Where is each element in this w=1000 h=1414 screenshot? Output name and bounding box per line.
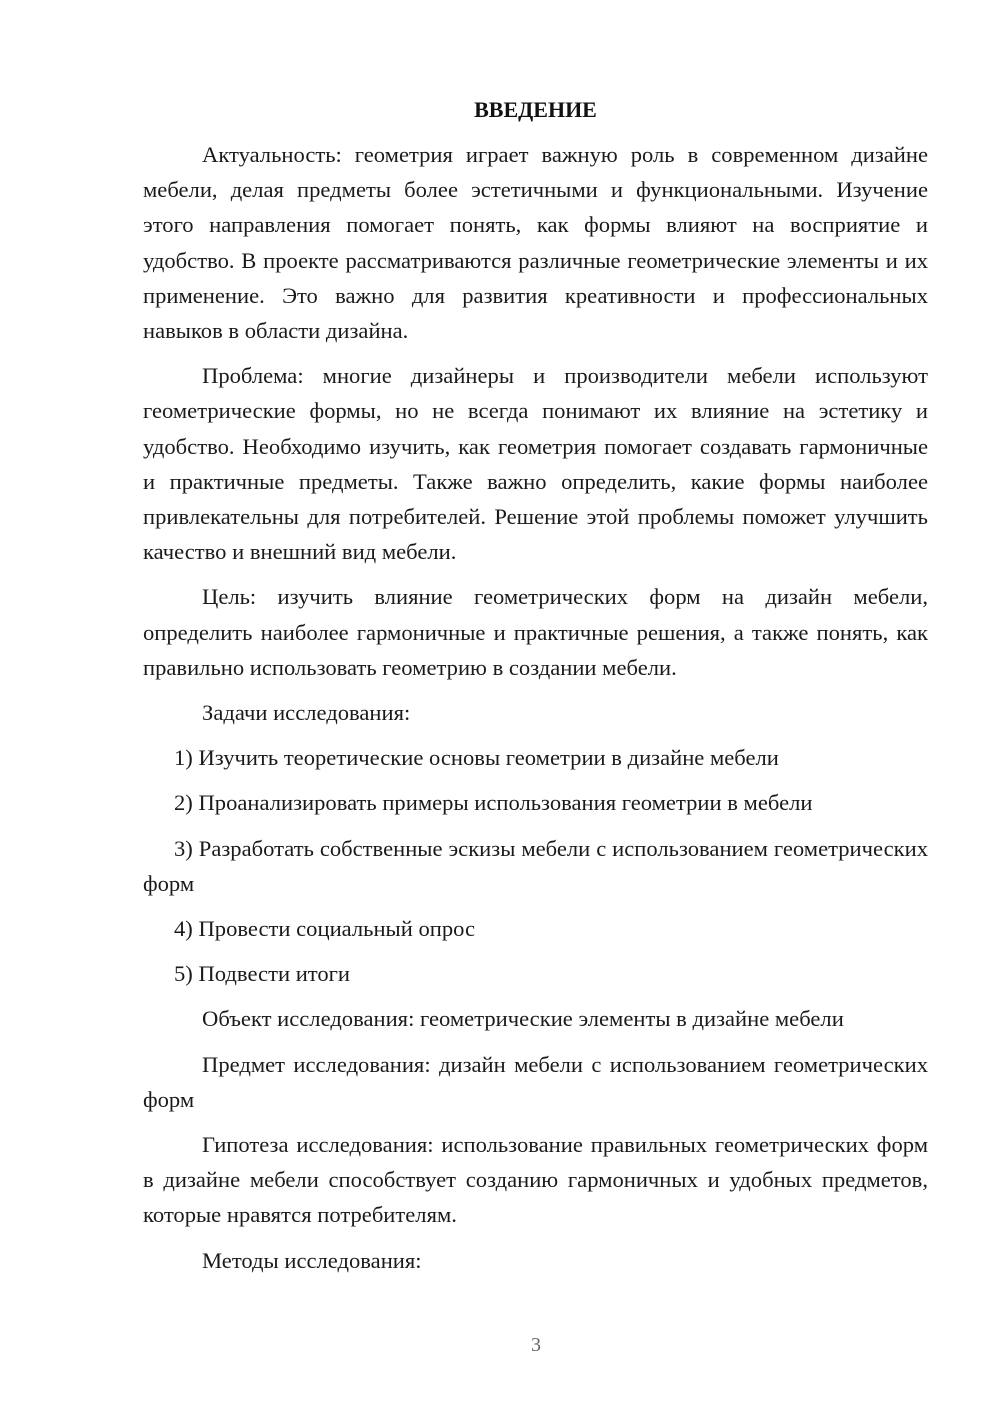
tasks-heading: Задачи исследования: bbox=[202, 700, 411, 726]
paragraph-hypothesis: Гипотеза исследования: использование правильных геометрических форм в дизайне мебели способствует созданию гармоничных и удобных предметов, которые нравятся потребителям. bbox=[143, 1132, 928, 1228]
paragraph-subject: Предмет исследования: дизайн мебели с использованием геометрических форм bbox=[143, 1051, 928, 1112]
paragraph-relevance: Актуальность: геометрия играет важную роль в современном дизайне мебели, делая предметы более эстетичными и функциональными. Изучение этого направления помогает понять, как формы влияют на восприятие и удобство. В проекте рассматриваются различные геометрические элементы и их применение. Это важно для развития креативности и профессиональных навыков в области дизайна. bbox=[143, 142, 928, 344]
page-title: ВВЕДЕНИЕ bbox=[474, 97, 597, 122]
task-item-5: 5) Подвести итоги bbox=[174, 961, 351, 987]
task-item-1: 1) Изучить теоретические основы геометрии в дизайне мебели bbox=[174, 745, 779, 771]
methods-heading: Методы исследования: bbox=[202, 1247, 422, 1273]
paragraph-goal: Цель: изучить влияние геометрических форм на дизайн мебели, определить наиболее гармоничные и практичные решения, а также понять, как правильно использовать геометрию в создании мебели. bbox=[143, 584, 928, 680]
paragraph-problem: Проблема: многие дизайнеры и производители мебели используют геометрические формы, но не всегда понимают их влияние на эстетику и удобство. Необходимо изучить, как геометрия помогает создавать гармоничные и практичные предметы. Также важно определить, какие формы наиболее привлекательны для потребителей. Решение этой проблемы поможет улучшить качество и внешний вид мебели. bbox=[143, 363, 928, 565]
task-item-3: 3) Разработать собственные эскизы мебели с использованием геометрических форм bbox=[143, 835, 928, 896]
task-item-4: 4) Провести социальный опрос bbox=[174, 916, 476, 942]
document-page bbox=[143, 92, 928, 1288]
task-item-2: 2) Проанализировать примеры использования геометрии в мебели bbox=[174, 790, 813, 816]
page-number: 3 bbox=[531, 1334, 541, 1356]
paragraph-object: Объект исследования: геометрические элементы в дизайне мебели bbox=[202, 1006, 844, 1032]
